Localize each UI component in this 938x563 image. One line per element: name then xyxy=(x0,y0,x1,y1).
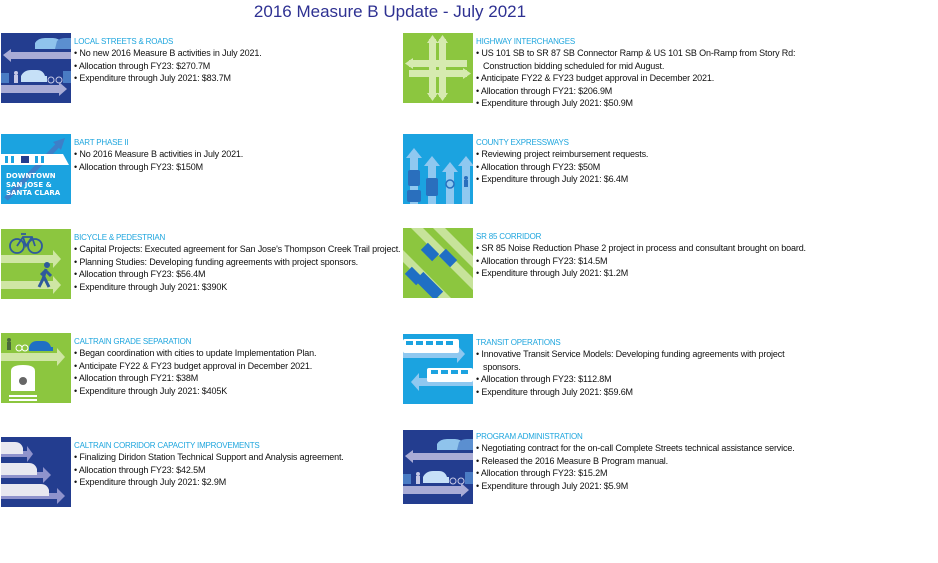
bullet-line: • Released the 2016 Measure B Program manual. xyxy=(476,455,669,466)
bullet-line: • Allocation through FY23: $50M xyxy=(476,161,601,172)
highway-interchange-icon xyxy=(403,33,473,103)
bullet-line: • Anticipate FY22 & FY23 budget approval in December 2021. xyxy=(476,73,715,84)
bullet-line: • Expenditure through July 2021: $6.4M xyxy=(476,174,629,185)
icon-caption: DOWNTOWN xyxy=(6,172,56,180)
section-header: COUNTY EXPRESSWAYS xyxy=(476,138,569,147)
bicycle-pedestrian-icon xyxy=(1,229,71,299)
bullet-line: • Allocation through FY23: $112.8M xyxy=(476,374,612,385)
bullet-line: • Began coordination with cities to update Implementation Plan. xyxy=(74,348,317,358)
bullet-line: • Reviewing project reimbursement requests. xyxy=(476,149,649,159)
caltrain-grade-separation-icon xyxy=(1,333,71,403)
bullet-line: • Finalizing Diridon Station Technical Support and Analysis agreement. xyxy=(74,452,344,462)
icon-caption: SANTA CLARA xyxy=(6,189,61,197)
local-streets-icon xyxy=(1,33,71,103)
bullet-line: • Allocation through FY23: $150M xyxy=(74,161,203,172)
bullet-line: Construction bidding scheduled for mid August. xyxy=(483,60,665,71)
bullet-line: • Capital Projects: Executed agreement for San Jose's Thompson Creek Trail project. xyxy=(74,244,401,254)
section-header: SR 85 CORRIDOR xyxy=(476,232,542,241)
bullet-line: • Expenditure through July 2021: $1.2M xyxy=(476,268,629,279)
section-header: LOCAL STREETS & ROADS xyxy=(74,37,174,46)
program-administration-icon xyxy=(403,430,473,504)
bart-train-icon xyxy=(1,134,71,204)
bullet-line: • Expenditure through July 2021: $50.9M xyxy=(476,98,633,109)
bullet-line: • SR 85 Noise Reduction Phase 2 project in process and consultant brought on board. xyxy=(476,243,806,253)
bullet-line: • Anticipate FY22 & FY23 budget approval in December 2021. xyxy=(74,360,313,371)
caltrain-corridor-icon xyxy=(1,437,71,507)
bullet-line: • Allocation through FY21: $206.9M xyxy=(476,85,613,96)
section-header: TRANSIT OPERATIONS xyxy=(476,338,561,347)
bullet-line: • Negotiating contract for the on-call Complete Streets technical assistance service. xyxy=(476,443,795,453)
section-header: BICYCLE & PEDESTRIAN xyxy=(74,233,166,242)
bullet-line: • Expenditure through July 2021: $405K xyxy=(74,385,228,396)
bullet-line: • Allocation through FY23: $15.2M xyxy=(476,468,608,479)
sr85-corridor-icon xyxy=(403,228,473,298)
bullet-line: • No new 2016 Measure B activities in July 2021. xyxy=(74,48,262,58)
bullet-line: • Allocation through FY23: $56.4M xyxy=(74,269,206,280)
bullet-line: • Expenditure through July 2021: $5.9M xyxy=(476,480,629,491)
bullet-line: • Allocation through FY21: $38M xyxy=(74,373,199,384)
page-title: 2016 Measure B Update - July 2021 xyxy=(253,2,527,21)
bullet-line: • Allocation through FY23: $42.5M xyxy=(74,464,206,475)
transit-operations-icon xyxy=(403,334,473,404)
icon-caption: SAN JOSE & xyxy=(6,180,52,189)
bullet-line: • No 2016 Measure B activities in July 2021. xyxy=(74,149,244,159)
bullet-line: sponsors. xyxy=(483,361,521,372)
county-expressways-icon xyxy=(403,134,473,204)
section-header: CALTRAIN GRADE SEPARATION xyxy=(74,337,192,346)
bullet-line: • Expenditure through July 2021: $59.6M xyxy=(476,386,633,397)
bullet-line: • US 101 SB to SR 87 SB Connector Ramp & US 101 SB On-Ramp from Story Rd: xyxy=(476,48,796,58)
bullet-line: • Expenditure through July 2021: $390K xyxy=(74,281,228,292)
bullet-line: • Allocation through FY23: $14.5M xyxy=(476,255,608,266)
section-header: HIGHWAY INTERCHANGES xyxy=(476,37,575,46)
section-header: PROGRAM ADMINISTRATION xyxy=(476,432,583,441)
bullet-line: • Innovative Transit Service Models: Developing funding agreements with project xyxy=(476,349,785,359)
section-header: CALTRAIN CORRIDOR CAPACITY IMPROVEMENTS xyxy=(74,441,260,450)
bullet-line: • Allocation through FY23: $270.7M xyxy=(74,60,211,71)
section-header: BART PHASE II xyxy=(74,138,129,147)
bullet-line: • Expenditure through July 2021: $2.9M xyxy=(74,477,227,488)
bullet-line: • Planning Studies: Developing funding agreements with project sponsors. xyxy=(74,256,359,267)
bullet-line: • Expenditure through July 2021: $83.7M xyxy=(74,73,231,84)
